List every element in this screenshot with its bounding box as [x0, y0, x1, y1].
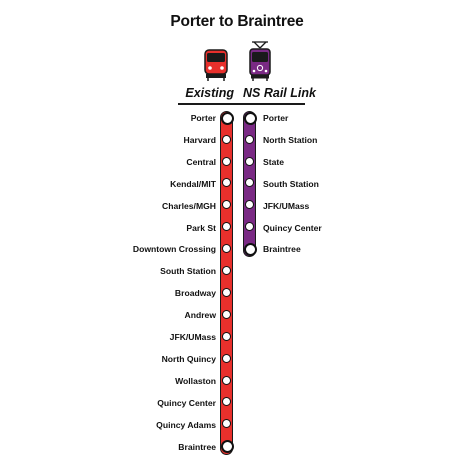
- station-label: State: [263, 156, 285, 167]
- station-label: Braintree: [263, 244, 301, 255]
- station-label: Wollaston: [175, 375, 216, 386]
- station-stop-marker: [222, 244, 231, 253]
- station-stop-marker: [222, 135, 231, 144]
- regional-rail-train-icon: [248, 40, 272, 82]
- station-stop-marker: [221, 112, 234, 125]
- station-label: Harvard: [183, 134, 216, 145]
- station-stop-marker: [222, 266, 231, 275]
- station-label: Central: [186, 156, 216, 167]
- station-label: South Station: [263, 178, 319, 189]
- station-label: North Station: [263, 134, 318, 145]
- station-label: Quincy Center: [263, 222, 322, 233]
- station-label: JFK/UMass: [169, 332, 216, 342]
- station-stop-marker: [245, 200, 254, 209]
- station-stop-marker: [245, 157, 254, 166]
- station-label: Braintree: [178, 441, 216, 452]
- station-label: Quincy Center: [157, 397, 216, 408]
- station-label: South Station: [160, 266, 216, 277]
- station-label: Porter: [263, 113, 289, 123]
- station-stop-marker: [222, 376, 231, 385]
- station-label: Quincy Adams: [156, 419, 216, 430]
- station-stop-marker: [244, 112, 257, 125]
- existing-column-heading: Existing: [185, 86, 234, 100]
- station-label: Kendal/MIT: [170, 178, 216, 189]
- station-stop-marker: [222, 332, 231, 341]
- station-label: North Quincy: [161, 353, 216, 364]
- station-label: Broadway: [174, 288, 216, 299]
- station-stop-marker: [222, 354, 231, 363]
- station-label: JFK/UMass: [263, 200, 310, 211]
- red-line-train-icon: [203, 40, 229, 82]
- station-label: Downtown Crossing: [132, 244, 216, 255]
- station-label: Andrew: [184, 310, 216, 321]
- station-stop-marker: [222, 310, 231, 319]
- station-stop-marker: [222, 157, 231, 166]
- station-stop-marker: [222, 288, 231, 297]
- heading-divider: [178, 103, 305, 105]
- station-label: Porter: [190, 113, 216, 123]
- station-stop-marker: [245, 135, 254, 144]
- ns-rail-link-column-heading: NS Rail Link: [243, 86, 316, 100]
- page-title: Porter to Braintree: [170, 13, 304, 30]
- station-stop-marker: [245, 222, 254, 231]
- station-label: Charles/MGH: [162, 200, 216, 211]
- station-stop-marker: [222, 222, 231, 231]
- station-stop-marker: [244, 243, 257, 256]
- station-stop-marker: [222, 200, 231, 209]
- station-stop-marker: [222, 419, 231, 428]
- station-label: Park St: [186, 222, 216, 233]
- station-stop-marker: [221, 440, 234, 453]
